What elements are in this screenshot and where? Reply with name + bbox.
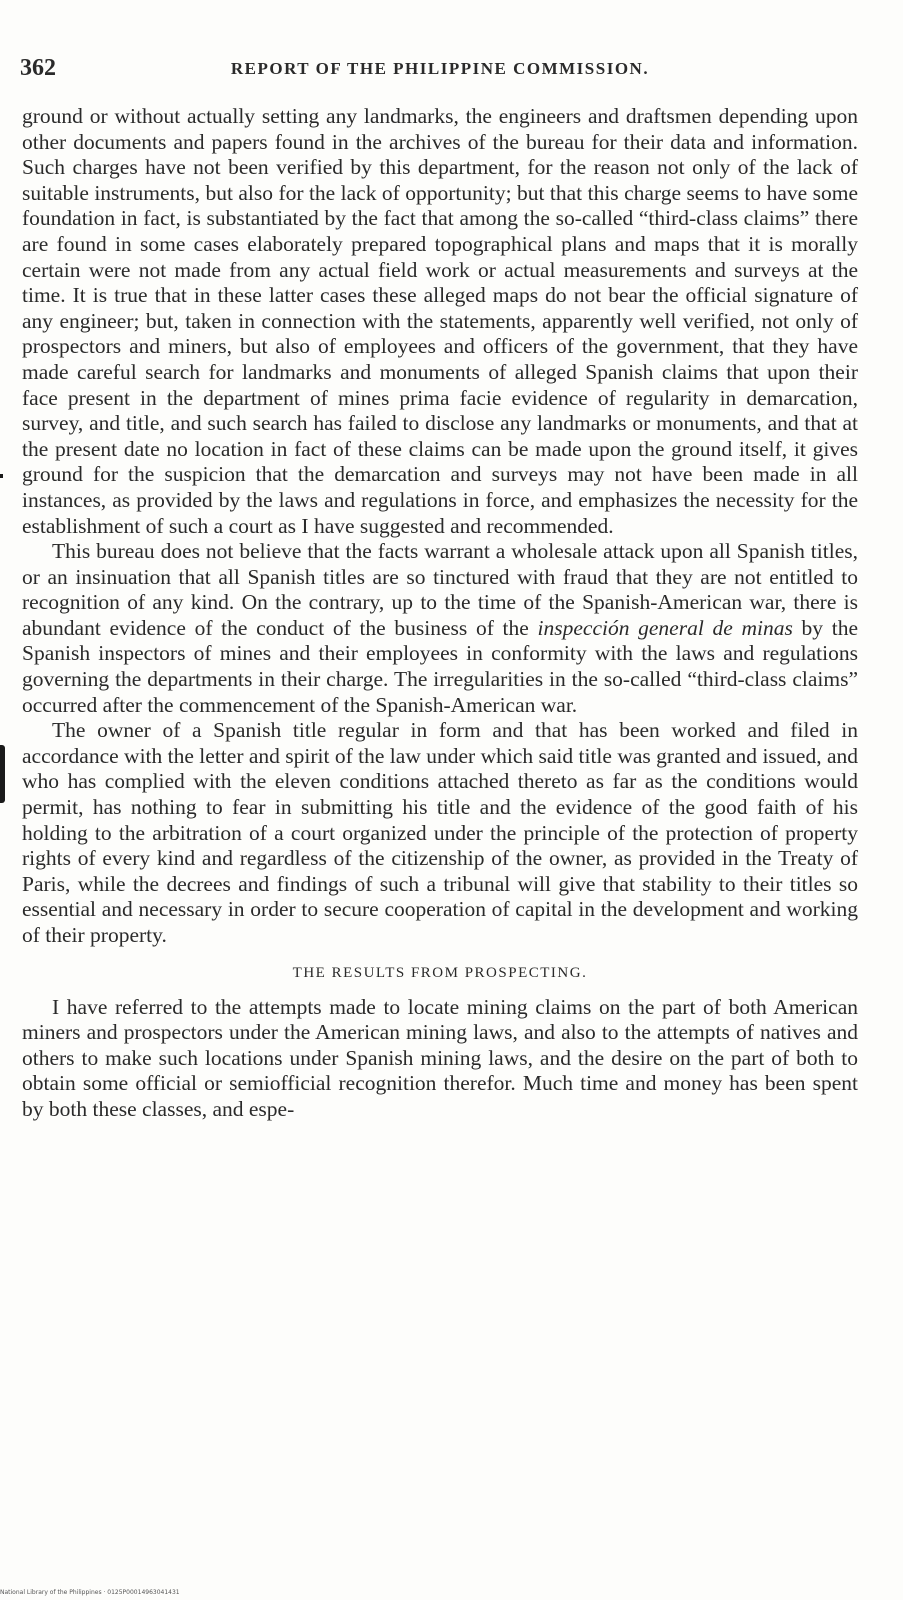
paragraph-prospecting: I have referred to the attempts made to locate mining claims on the part of both American miners and prospectors under the American mining laws, and also to the attempts of natives and others to make such locations under Spanish mining laws, and the desire on the part of both to obtain some official or semiofficial recognition therefor. Much time and money has been spent by both these classes, and espe-	[22, 994, 858, 1121]
paragraph-continued: ground or without actually setting any landmarks, the engineers and draftsmen depending upon other documents and papers found in the archives of the bureau for their data and information. Such charges have not been verified by this department, for the reason not only of the lack of suitable instruments, but also for the lack of opportunity; but that this charge seems to have some foundation in fact, is substantiated by the fact that among the so-called “third-class claims” there are found in some cases elaborately prepared topographical plans and maps that it is morally certain were not made from any actual field work or actual measurements and surveys at the time. It is true that in these latter cases these alleged maps do not bear the official signature of any engineer; but, taken in connection with the statements, apparently well verified, not only of prospectors and miners, but also of employees and officers of the government, that they have made careful search for landmarks and monuments of alleged Spanish claims that upon their face present in the department of mines prima facie evidence of regularity in demarcation, survey, and title, and such search has failed to disclose any landmarks or monuments, and that at the present date no location in fact of these claims can be made upon the ground itself, it gives ground for the suspicion that the demarcation and surveys may not have been made in all instances, as provided by the laws and regulations in force, and emphasizes the necessity for the establishment of such a court as I have suggested and recommended.	[22, 104, 858, 538]
page-number: 362	[20, 55, 56, 81]
margin-mark-binding	[0, 745, 5, 803]
page-header	[20, 55, 860, 87]
paragraph-bureau-opinion-start: This bureau does not believe that the facts warrant a wholesale attack upon all Spanish titles, or an insinuation that all Spanish titles are so tinctured with fraud that they are not entitled to recognition of any kind. On the contrary, up to the time of the Spanish-American war, there is abundant evidence of the conduct of the business of the	[22, 539, 858, 640]
paragraph-spanish-title-owner: The owner of a Spanish title regular in form and that has been worked and filed in accordance with the letter and spirit of the law under which said title was granted and issued, and who has complied with the eleven conditions attached thereto as far as the conditions would permit, has nothing to fear in submitting his title and the evidence of the good faith of his holding to the arbitration of a court organized under the principle of the protection of property rights of every kind and regardless of the citizenship of the owner, as provided in the Treaty of Paris, while the decrees and findings of such a tribunal will give that stability to their titles so essential and necessary in order to secure cooperation of capital in the development and working of their property.	[22, 718, 858, 947]
section-heading: THE RESULTS FROM PROSPECTING.	[292, 964, 588, 981]
inspeccion-term: inspección general de minas	[537, 615, 793, 640]
body-text	[22, 104, 858, 1123]
scan-footer-note: National Library of the Philippines · 0125P00014963041431	[0, 1589, 180, 1596]
paragraph-bureau-opinion	[22, 539, 858, 718]
margin-mark-top	[0, 474, 3, 478]
running-head: REPORT OF THE PHILIPPINE COMMISSION.	[230, 59, 650, 78]
paragraph-bureau-opinion-end: by the Spanish inspectors of mines and their employees in conformity with the laws and regulations governing the departments in their charge. The irregularities in the so-called “third-class claims” occurred after the commencement of the Spanish-American war.	[22, 615, 858, 717]
